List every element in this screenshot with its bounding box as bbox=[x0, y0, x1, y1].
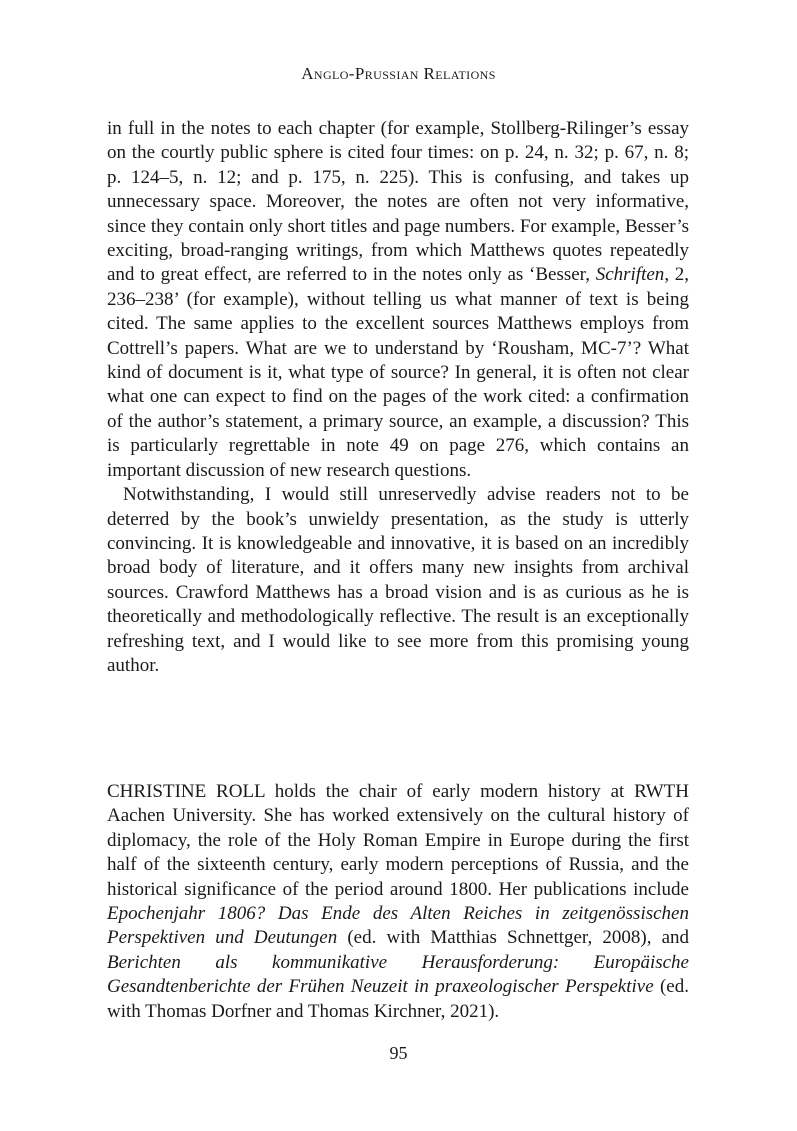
body-paragraph bbox=[107, 117, 689, 483]
bio-text: CHRISTINE ROLL holds the chair of early modern history at RWTH Aachen University. She has worked extensively on the cultural history of diplomacy, the role of the Holy Roman Empire in Europe during the first half of the sixteenth century, early modern perceptions of Russia, and the historical significance of the period around 1800. Her publications include bbox=[107, 781, 689, 900]
book-title: Epochenjahr 1806? Das Ende des Alten Reiches in zeitgenössischen Perspektiven und Deutungen bbox=[107, 903, 689, 949]
bio-text: (ed. with Matthias Schnettger, 2008), and bbox=[337, 927, 690, 949]
book-title: Berichten als kommunikative Herausforderung: Europäische Gesandtenberichte der Frühen Neuzeit in praxeologischer Perspektive bbox=[107, 951, 689, 998]
page-number: 95 bbox=[389, 1043, 408, 1063]
body-paragraph: Notwithstanding, I would still unreservedly advise readers not to be deterred by the book’s unwieldy presentation, as the study is utterly convincing. It is knowledgeable and innovative, it is based on an incredibly broad body of literature, and it offers many new insights from archival sources. Crawford Matthews has a broad vision and is as curious as he is theoretically and methodologically reflective. The result is an exceptionally refreshing text, and I would like to see more from this promising young author. bbox=[107, 484, 689, 676]
author-bio bbox=[107, 780, 689, 1024]
bio-paragraph bbox=[107, 780, 689, 1024]
paragraph-text: , 2, 236–238’ (for example), without telling us what manner of text is being cited. The same applies to the excellent sources Matthews employs from Cottrell’s papers. What are we to understand by ‘Rousham, MC-7’? What kind of document is it, what type of source? In general, it is often not clear what one can expect to find on the pages of the work cited: a confirmation of the author’s statement, a primary source, an example, a discussion? This is particularly regrettable in note 49 on page 276, which contains an important discussion of new research questions. bbox=[107, 264, 690, 481]
running-head: Anglo-Prussian Relations bbox=[301, 64, 496, 83]
cited-work-title: Schriften bbox=[595, 264, 665, 286]
bio-text: (ed. with Thomas Dorfner and Thomas Kirchner, 2021). bbox=[107, 976, 689, 1022]
paragraph-text: in full in the notes to each chapter (for example, Stollberg-Rilinger’s essay on the courtly public sphere is cited four times: on p. 24, n. 32; p. 67, n. 8; p. 124–5, n. 12; and p. 175, n. 225). This is confusing, and takes up unnecessary space. Moreover, the notes are often not very informative, since they contain only short titles and page numbers. For example, Besser’s exciting, broad-ranging writings, from which Matthews quotes repeatedly and to great effect, are referred to in the notes only as ‘Besser, bbox=[107, 118, 689, 286]
review-body bbox=[107, 117, 689, 678]
